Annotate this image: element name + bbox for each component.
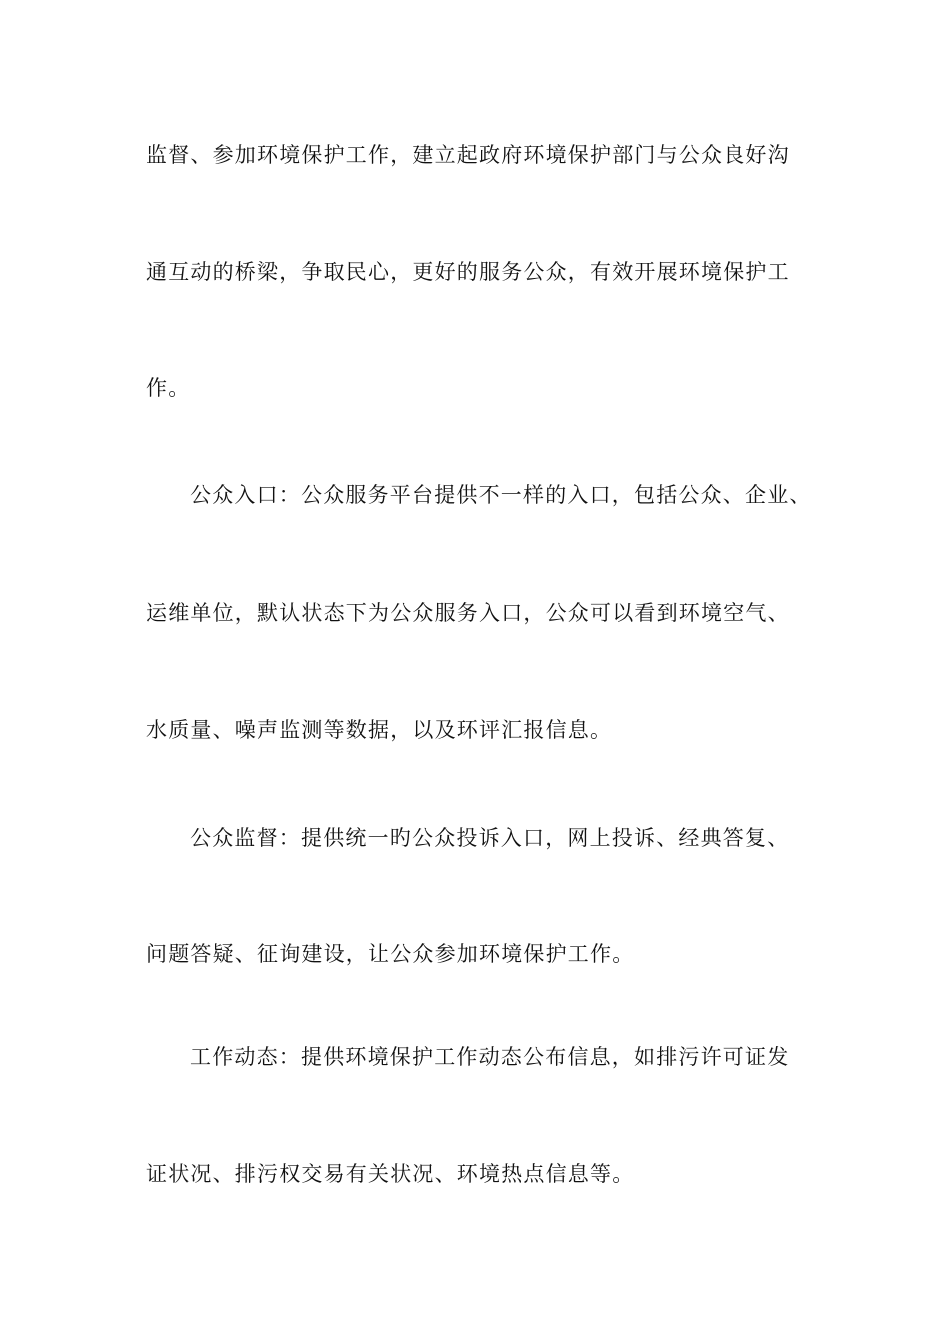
paragraph-line: 公众入口：公众服务平台提供不一样的入口，包括公众、企业、 <box>190 483 812 507</box>
paragraph-line: 通互动的桥梁，争取民心，更好的服务公众，有效开展环境保护工 <box>146 260 790 284</box>
paragraph-line: 问题答疑、征询建设，让公众参加环境保护工作。 <box>146 942 635 966</box>
paragraph-line: 运维单位，默认状态下为公众服务入口，公众可以看到环境空气、 <box>146 601 790 625</box>
paragraph-line: 水质量、噪声监测等数据，以及环评汇报信息。 <box>146 718 613 742</box>
paragraph-line: 公众监督：提供统一旳公众投诉入口，网上投诉、经典答复、 <box>190 826 790 850</box>
paragraph-line: 工作动态：提供环境保护工作动态公布信息，如排污许可证发 <box>190 1045 790 1069</box>
paragraph-line: 证状况、排污权交易有关状况、环境热点信息等。 <box>146 1162 635 1186</box>
paragraph-line: 监督、参加环境保护工作，建立起政府环境保护部门与公众良好沟 <box>146 143 790 167</box>
paragraph-line: 作。 <box>146 376 191 400</box>
